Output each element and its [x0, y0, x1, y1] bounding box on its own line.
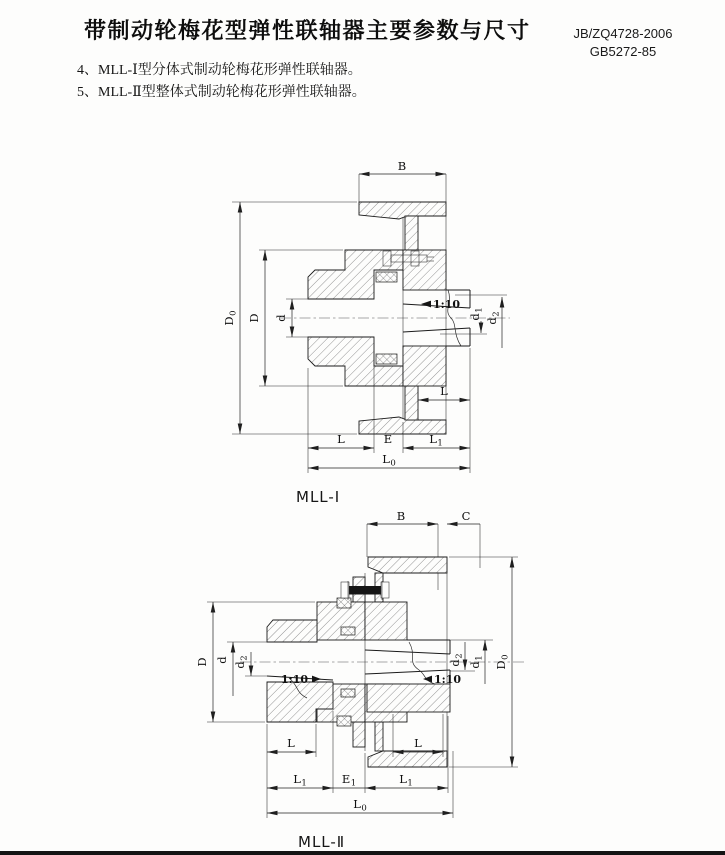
- figure-mll2-caption: MLL-Ⅱ: [298, 833, 346, 851]
- standard-line-1: JB/ZQ4728-2006: [573, 26, 673, 41]
- dim-label-B: B: [396, 510, 406, 523]
- taper-label-right: 1:10: [434, 673, 462, 686]
- note-item-5: 5、MLL-Ⅱ型整体式制动轮梅花形弹性联轴器。: [77, 85, 366, 100]
- dim-label-L1-right: $L_1$: [399, 772, 413, 789]
- notes-list: [77, 60, 366, 104]
- dim-label-d: d: [215, 656, 229, 664]
- page-bottom-edge: [0, 851, 725, 855]
- dim-label-B: B: [397, 159, 407, 173]
- dim-label-L0: $L_0$: [382, 452, 396, 469]
- figure-mll2-drawing: [185, 510, 555, 855]
- taper-arrow-icon: [421, 301, 431, 308]
- dim-label-d2-left: $d_2$: [233, 655, 250, 669]
- dim-label-C: C: [461, 510, 471, 523]
- dim-label-L0: $L_0$: [353, 797, 367, 814]
- figure-mll1-drawing: [185, 158, 555, 510]
- dim-label-D0: $D_0$: [494, 654, 511, 670]
- dim-label-d: d: [274, 314, 288, 322]
- figure-mll1-caption: MLL-Ⅰ: [296, 488, 341, 506]
- dim-label-L-right: L: [440, 384, 448, 398]
- standard-line-2: GB5272-85: [589, 44, 657, 59]
- note-item-4: 4、MLL-Ⅰ型分体式制动轮梅花形弹性联轴器。: [77, 63, 362, 78]
- dim-label-d1: $d_1$: [468, 655, 485, 669]
- dim-label-d2-right: $d_2$: [448, 653, 465, 667]
- dim-label-D: D: [195, 657, 209, 667]
- taper-label: 1:10: [433, 298, 461, 311]
- dim-label-E: E: [383, 432, 393, 446]
- standard-refs: [558, 25, 688, 61]
- dim-label-D0: $D_0$: [222, 310, 239, 326]
- dim-label-L1: $L_1$: [429, 432, 443, 449]
- dim-label-L-right: L: [414, 736, 422, 750]
- dim-label-E1: $E_1$: [341, 772, 357, 789]
- dim-label-L-bottom: L: [337, 432, 345, 446]
- page-title: 带制动轮梅花型弹性联轴器主要参数与尺寸: [84, 18, 531, 43]
- dim-label-d2: $d_2$: [485, 311, 502, 325]
- mll2-dimensions: [195, 510, 518, 818]
- dim-label-L-left: L: [287, 736, 295, 750]
- taper-arrow-left-icon: [423, 676, 432, 683]
- dim-label-d1: $d_1$: [468, 307, 485, 321]
- taper-label-left: 1:10: [281, 673, 309, 686]
- taper-arrow-right-icon: [312, 676, 321, 683]
- dim-label-L1-left: $L_1$: [293, 772, 307, 789]
- dim-label-D: D: [247, 313, 261, 323]
